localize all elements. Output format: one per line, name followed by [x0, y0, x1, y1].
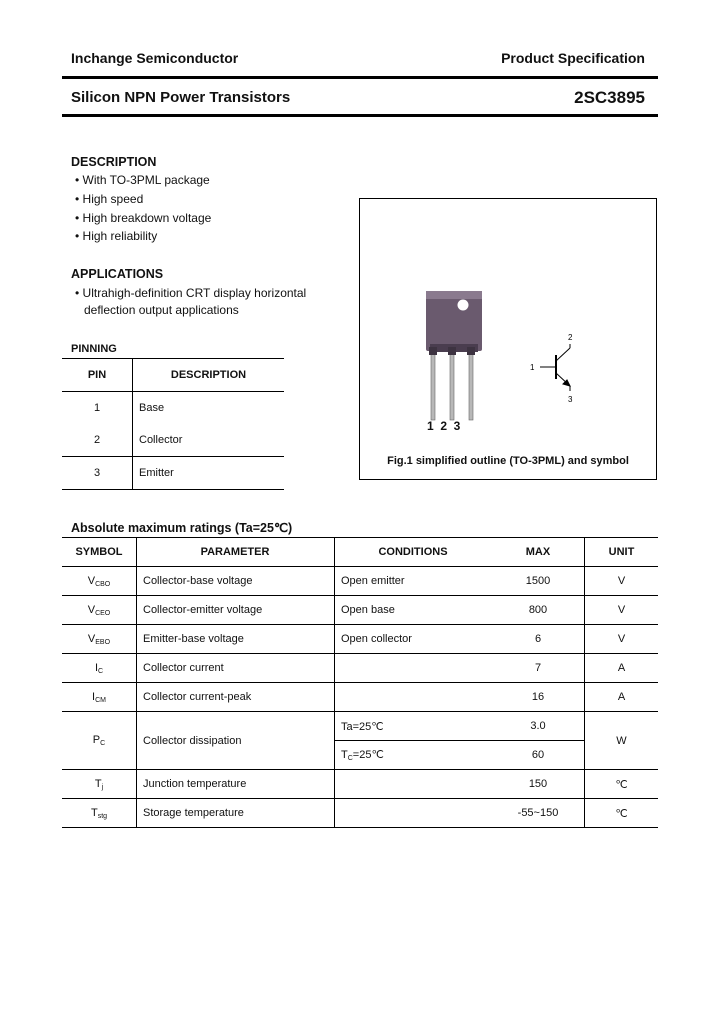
pin-number: 1	[62, 392, 133, 425]
lead-1	[431, 352, 435, 420]
pin-column-header: PIN	[62, 359, 133, 392]
max-column-header: MAX	[492, 538, 585, 567]
conditions-cell: $T_C=25℃$	[335, 741, 493, 770]
table-row	[62, 424, 284, 457]
table-row	[62, 654, 658, 683]
company-name: Inchange Semiconductor	[71, 50, 239, 66]
unit-cell: V	[585, 596, 659, 625]
figure-box	[359, 198, 657, 480]
max-cell: 7	[492, 654, 585, 683]
ratings-table	[62, 537, 658, 828]
max-cell: 800	[492, 596, 585, 625]
description-list	[75, 171, 211, 246]
applications-list	[75, 284, 306, 303]
unit-cell: A	[585, 683, 659, 712]
applications-title: APPLICATIONS	[71, 267, 164, 281]
conditions-cell: Open collector	[335, 625, 493, 654]
parameter-cell: Junction temperature	[137, 770, 335, 799]
symbol-pin-1-label: 1	[530, 363, 535, 372]
parameter-cell: Storage temperature	[137, 799, 335, 828]
symbol-cell: $V_{CEO}$	[62, 596, 137, 625]
max-cell: 16	[492, 683, 585, 712]
parameter-cell: Collector-emitter voltage	[137, 596, 335, 625]
document-type: Product Specification	[501, 50, 645, 66]
symbol-cell: $V_{CBO}$	[62, 567, 137, 596]
ratings-header-row	[62, 538, 658, 567]
table-row	[62, 625, 658, 654]
conditions-column-header: CONDITIONS	[335, 538, 493, 567]
max-cell: -55~150	[492, 799, 585, 828]
conditions-cell: Open base	[335, 596, 493, 625]
conditions-cell: Open emitter	[335, 567, 493, 596]
pinning-header-row	[62, 359, 284, 392]
pin-description: Collector	[139, 434, 183, 446]
product-subtitle: Silicon NPN Power Transistors	[71, 89, 291, 106]
parameter-cell: Collector current-peak	[137, 683, 335, 712]
conditions-cell: Ta=25℃	[335, 712, 493, 741]
applications-item-continued: deflection output applications	[84, 303, 239, 317]
npn-transistor-symbol-icon	[540, 344, 570, 391]
pin-description: Base	[139, 402, 165, 414]
conditions-cell	[335, 770, 493, 799]
package-body	[426, 291, 482, 351]
symbol-pin-2-label: 2	[568, 333, 573, 342]
description-title: DESCRIPTION	[71, 155, 157, 169]
pinning-title: PINNING	[71, 343, 117, 355]
pin-description: Emitter	[133, 457, 285, 490]
pin-number: 2	[62, 424, 133, 457]
symbol-cell: $I_{CM}$	[62, 683, 137, 712]
description-item: • High breakdown voltage	[75, 209, 211, 228]
lead-3	[469, 352, 473, 420]
conditions-cell	[335, 654, 493, 683]
header-rule-top	[62, 76, 658, 79]
applications-item: • Ultrahigh-definition CRT display horizontal	[75, 284, 306, 303]
parameter-column-header: PARAMETER	[137, 538, 335, 567]
max-cell: 150	[492, 770, 585, 799]
symbol-cell: $P_C$	[62, 712, 137, 770]
package-pin-numbers: 1 2 3	[427, 419, 461, 433]
part-number: 2SC3895	[574, 88, 645, 107]
table-row	[62, 457, 284, 490]
pinning-table	[62, 358, 284, 490]
table-row	[62, 683, 658, 712]
description-item: • High reliability	[75, 227, 211, 246]
max-cell: 60	[492, 741, 585, 770]
unit-cell: ℃	[585, 770, 659, 799]
symbol-cell: $T_{stg}$	[62, 799, 137, 828]
table-row	[62, 770, 658, 799]
symbol-cell: $T_j$	[62, 770, 137, 799]
symbol-cell: $V_{EBO}$	[62, 625, 137, 654]
parameter-cell: Collector-base voltage	[137, 567, 335, 596]
parameter-cell: Collector dissipation	[137, 712, 335, 770]
figure-caption: Fig.1 simplified outline (TO-3PML) and symbol	[387, 455, 629, 467]
pin-number: 3	[62, 457, 133, 490]
parameter-cell: Emitter-base voltage	[137, 625, 335, 654]
table-row	[62, 596, 658, 625]
table-row	[62, 799, 658, 828]
unit-cell: W	[585, 712, 659, 770]
max-cell: 3.0	[492, 712, 585, 741]
table-row	[62, 712, 658, 741]
symbol-cell: $I_C$	[62, 654, 137, 683]
max-cell: 6	[492, 625, 585, 654]
description-item: • With TO-3PML package	[75, 171, 211, 190]
description-column-header: DESCRIPTION	[133, 359, 285, 392]
table-row	[62, 567, 658, 596]
symbol-column-header: SYMBOL	[62, 538, 137, 567]
package-outline-illustration	[360, 199, 656, 479]
symbol-pin-3-label: 3	[568, 395, 573, 404]
ratings-title: Absolute maximum ratings (Ta=25℃)	[71, 521, 293, 535]
unit-cell: V	[585, 625, 659, 654]
parameter-cell: Collector current	[137, 654, 335, 683]
lead-2	[450, 352, 454, 420]
description-item: • High speed	[75, 190, 211, 209]
mounting-hole-icon	[458, 300, 469, 311]
unit-cell: ℃	[585, 799, 659, 828]
conditions-cell	[335, 799, 493, 828]
header-rule-bottom	[62, 114, 658, 117]
unit-cell: V	[585, 567, 659, 596]
table-row	[62, 392, 284, 425]
max-cell: 1500	[492, 567, 585, 596]
unit-column-header: UNIT	[585, 538, 659, 567]
unit-cell: A	[585, 654, 659, 683]
conditions-cell	[335, 683, 493, 712]
